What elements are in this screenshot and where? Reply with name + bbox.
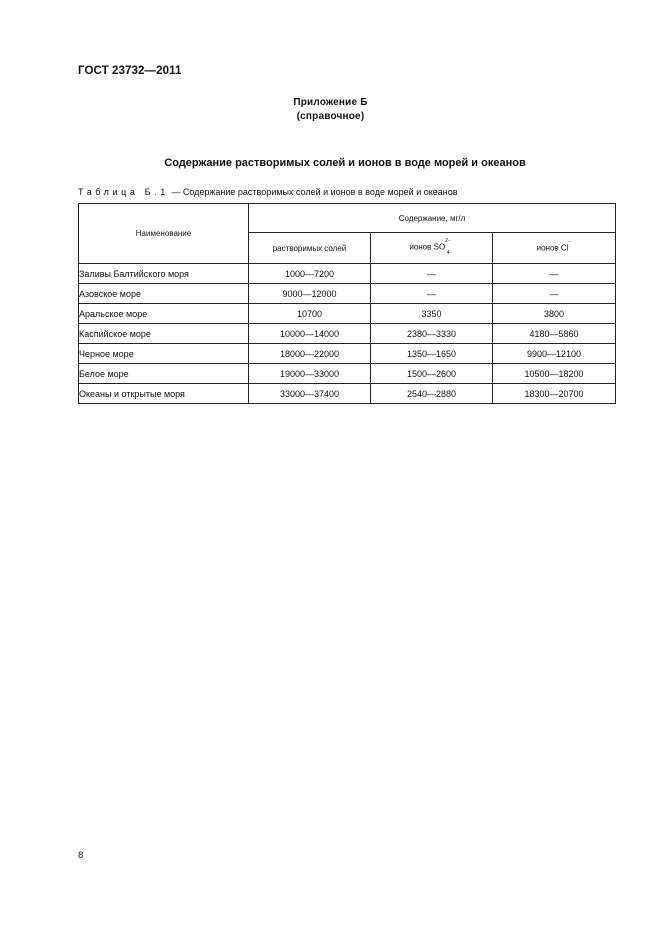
header-name: Наименование (79, 204, 249, 264)
cell-sulfate: 2540—2880 (371, 384, 493, 404)
document-code: ГОСТ 23732—2011 (78, 65, 182, 77)
cell-sulfate: 3350 (371, 304, 493, 324)
table-row (79, 264, 616, 284)
cell-name: Заливы Балтийского моря (79, 264, 249, 284)
table-body (79, 264, 616, 404)
cell-chloride: 9900—12100 (493, 344, 616, 364)
chloride-charge: − (568, 239, 572, 246)
cell-salts: 9000—12000 (249, 284, 371, 304)
table-row (79, 364, 616, 384)
cell-salts: 33000—37400 (249, 384, 371, 404)
header-chloride-ions (493, 233, 616, 264)
table-row (79, 344, 616, 364)
cell-name: Белое море (79, 364, 249, 384)
cell-salts: 19000—33000 (249, 364, 371, 384)
sulfate-index: 4 (446, 250, 450, 257)
table-row (79, 324, 616, 344)
cell-sulfate: 2380—3330 (371, 324, 493, 344)
header-sulfate-ions (371, 233, 493, 264)
cell-sulfate: — (371, 284, 493, 304)
cell-sulfate: — (371, 264, 493, 284)
cell-sulfate: 1350—1650 (371, 344, 493, 364)
appendix-subtitle: (справочное) (296, 111, 365, 122)
cell-chloride: 18300—20700 (493, 384, 616, 404)
cell-sulfate: 1500—2600 (371, 364, 493, 384)
table-caption-text: — Содержание растворимых солей и ионов в воде морей и океанов (168, 187, 458, 197)
header-content-group: Содержание, мг/л (249, 204, 616, 233)
cell-salts: 1000—7200 (249, 264, 371, 284)
cell-chloride: — (493, 264, 616, 284)
page-number: 8 (78, 850, 84, 861)
sulfate-charge: 2− (445, 237, 451, 244)
cell-chloride: 10500—18200 (493, 364, 616, 384)
cell-salts: 10700 (249, 304, 371, 324)
cell-name: Каспийское море (79, 324, 249, 344)
cell-chloride: 3800 (493, 304, 616, 324)
table-caption-label: Таблица Б.1 (78, 187, 169, 197)
cell-name: Аральское море (79, 304, 249, 324)
cell-name: Азовское море (79, 284, 249, 304)
cell-salts: 10000—14000 (249, 324, 371, 344)
table-row (79, 384, 616, 404)
sulfate-prefix: ионов SO (409, 242, 446, 252)
table-row (79, 284, 616, 304)
salts-table (78, 203, 616, 404)
header-salts: растворимых солей (249, 233, 371, 264)
table-caption (78, 187, 458, 197)
sulfate-formula (409, 237, 453, 257)
cell-salts: 18000—22000 (249, 344, 371, 364)
appendix-heading (0, 96, 661, 124)
cell-chloride: 4180—5860 (493, 324, 616, 344)
cell-name: Океаны и открытые моря (79, 384, 249, 404)
section-title: Содержание растворимых солей и ионов в воде морей и океанов (164, 157, 526, 169)
cell-chloride: — (493, 284, 616, 304)
table-header (79, 204, 616, 264)
chloride-prefix: ионов Cl (536, 243, 569, 253)
chloride-formula (536, 239, 572, 253)
table-row (79, 304, 616, 324)
appendix-title: Приложение Б (293, 97, 368, 108)
cell-name: Черное море (79, 344, 249, 364)
